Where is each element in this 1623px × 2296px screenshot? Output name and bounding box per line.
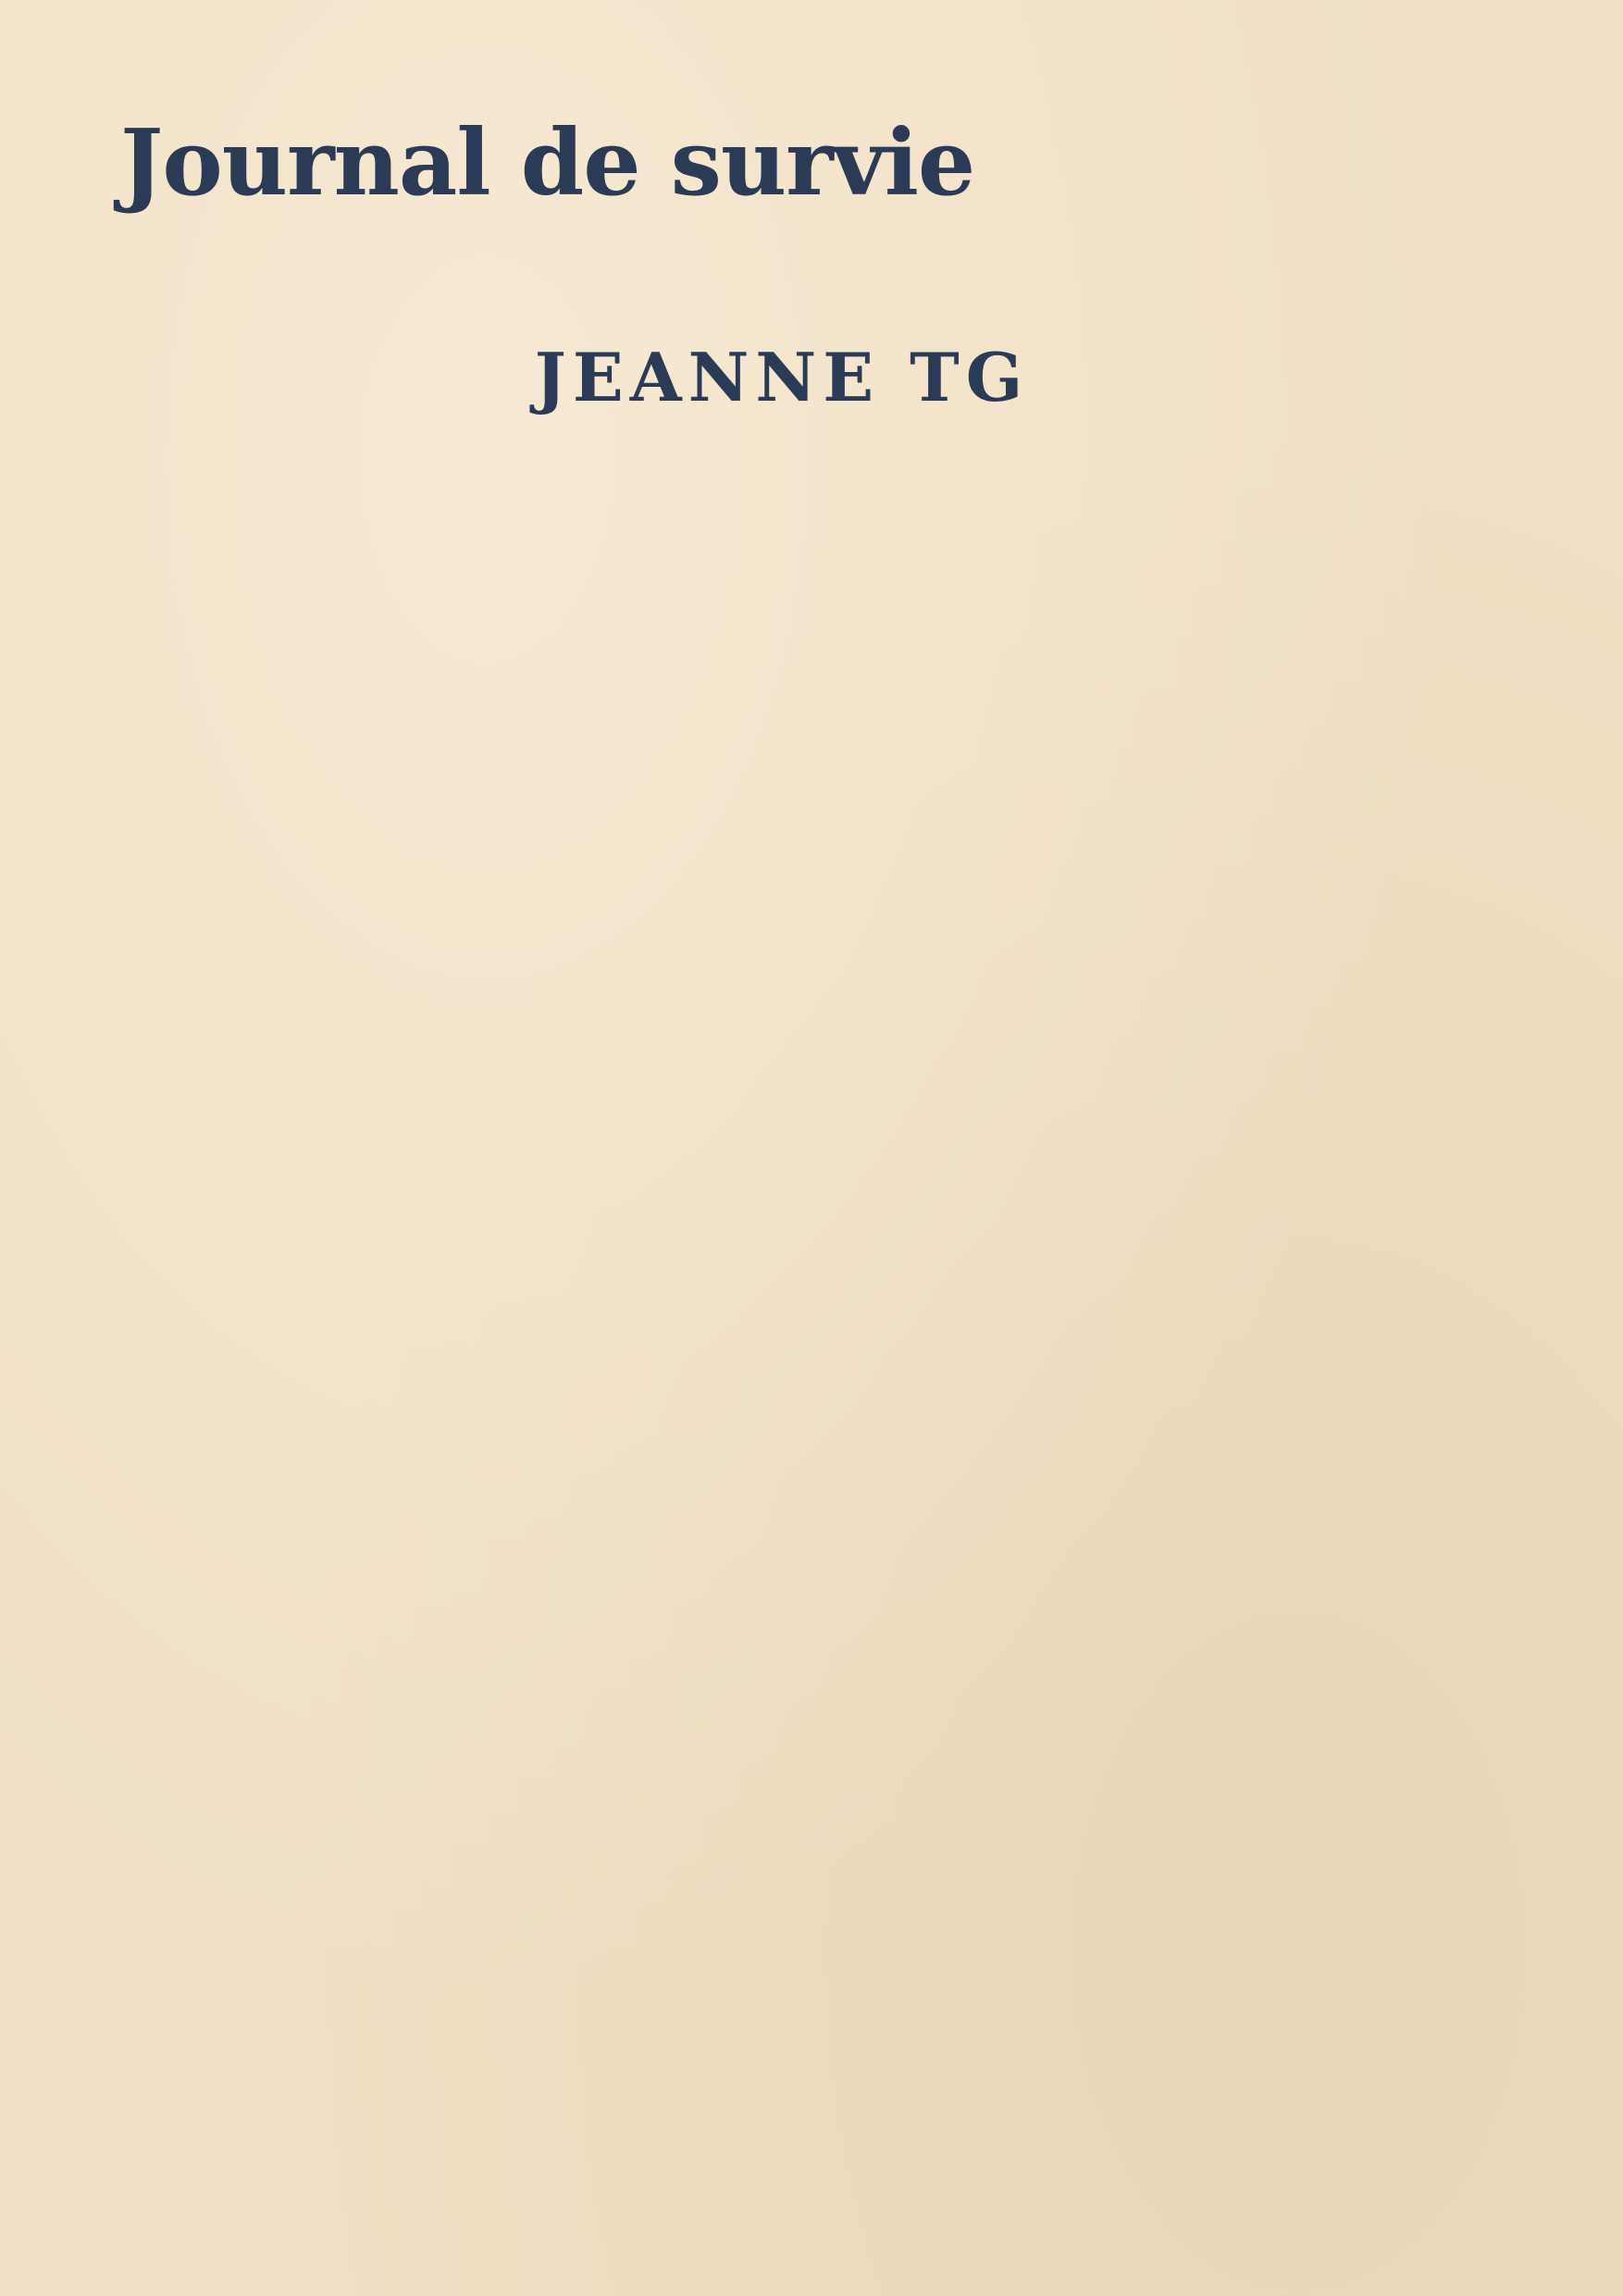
- text-line: [109, 1712, 1516, 1796]
- quote-line: [131, 535, 1519, 620]
- text-line: [109, 1274, 1516, 1359]
- text-line: [109, 1022, 1516, 1106]
- text-line: [109, 1106, 1516, 1190]
- synopsis-paragraph-1: [109, 853, 1516, 1443]
- text-line: [109, 853, 1516, 937]
- text-line: [109, 1796, 1516, 1880]
- text-line: [109, 1880, 1516, 1965]
- text-line: [109, 1544, 1516, 1628]
- text-line: [109, 2049, 1516, 2133]
- text-line: [109, 1459, 1516, 1544]
- text-line: [109, 1628, 1516, 1712]
- text-line: [109, 2133, 1516, 2217]
- epigraph-quote: [131, 535, 1519, 790]
- text-line: [109, 1965, 1516, 2049]
- book-title: Journal de survie: [120, 110, 975, 217]
- quote-line: [131, 620, 1519, 705]
- text-line: [109, 937, 1516, 1022]
- author-name: JEANNE TG: [534, 338, 1030, 416]
- synopsis-paragraph-2: [109, 1459, 1516, 2217]
- text-line: [109, 1359, 1516, 1443]
- text-line: [109, 1190, 1516, 1274]
- quote-line: [131, 705, 1519, 790]
